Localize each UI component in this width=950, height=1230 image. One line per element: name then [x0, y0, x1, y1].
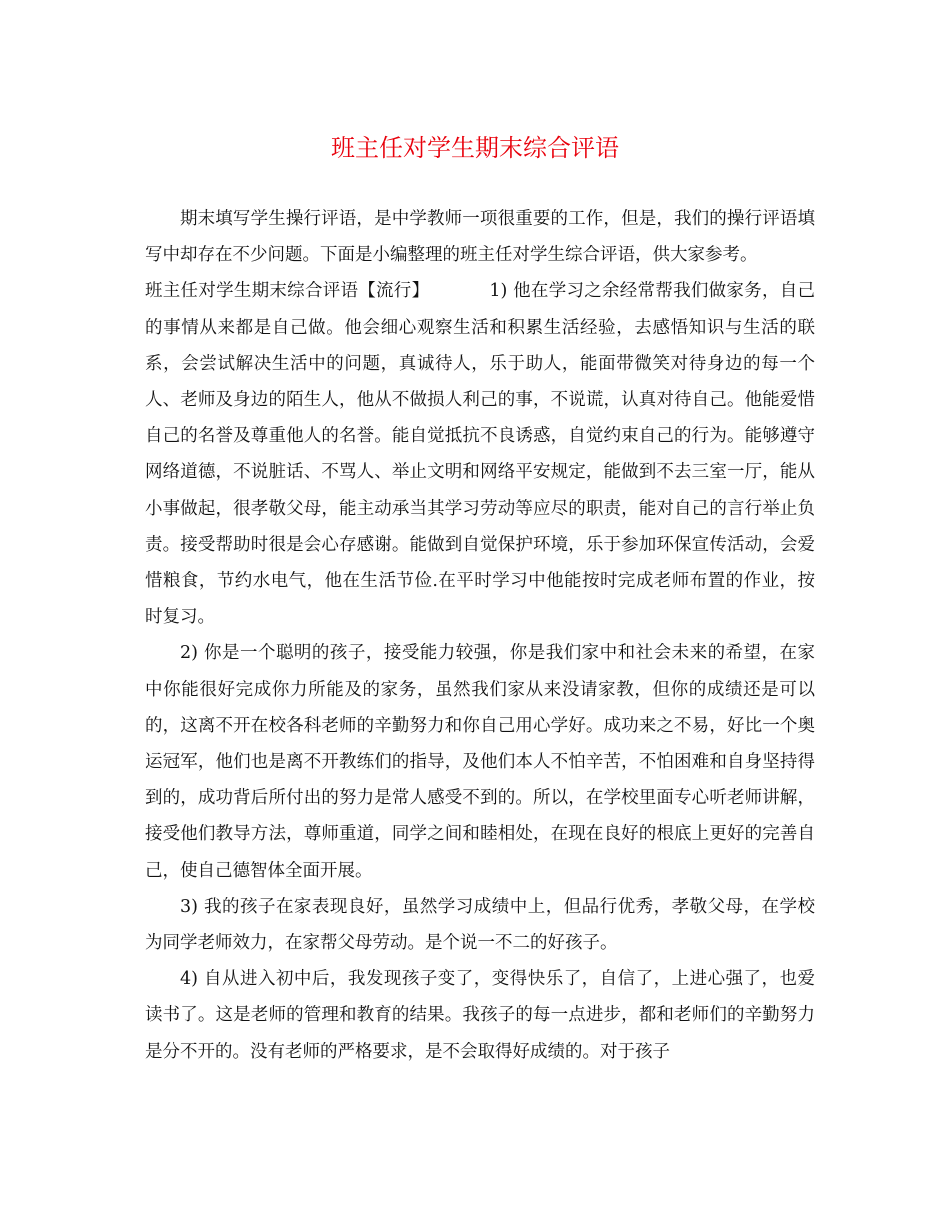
- document-body: [145, 201, 815, 1070]
- page-title: 班主任对学生期末综合评语: [331, 134, 619, 162]
- intro-paragraph: 期末填写学生操行评语，是中学教师一项很重要的工作，但是，我们的操行评语填写中却存在不少问题。下面是小编整理的班主任对学生综合评语，供大家参考。: [145, 209, 815, 266]
- item-2-paragraph: 2) 你是一个聪明的孩子，接受能力较强，你是我们家中和社会未来的希望，在家中你能很好完成你力所能及的家务，虽然我们家从来没请家教，但你的成绩还是可以的，这离不开在校各科老师的辛勤努力和你自己用心学好。成功来之不易，好比一个奥运冠军，他们也是离不开教练们的指导，及他们本人不怕辛苦，不怕困难和自身坚持得到的，成功背后所付出的努力是常人感受不到的。所以，在学校里面专心听老师讲解，接受他们教导方法，尊师重道，同学之间和睦相处，在现在良好的根底上更好的完善自己，使自己德智体全面开展。: [145, 643, 815, 881]
- item-4-paragraph: 4) 自从进入初中后，我发现孩子变了，变得快乐了，自信了，上进心强了，也爱读书了。这是老师的管理和教育的结果。我孩子的每一点进步，都和老师们的辛勤努力是分不开的。没有老师的严格要求，是不会取得好成绩的。对于孩子: [145, 969, 815, 1062]
- section-heading: 班主任对学生期末综合评语【流行】: [145, 281, 430, 302]
- item-1-text: 1) 他在学习之余经常帮我们做家务，自己的事情从来都是自己做。他会细心观察生活和积累生活经验，去感悟知识与生活的联系，会尝试解决生活中的问题，真诚待人，乐于助人，能面带微笑对待身边的每一个人、老师及身边的陌生人，他从不做损人利己的事，不说谎，认真对待自己。他能爱惜自己的名誉及尊重他人的名誉。能自觉抵抗不良诱惑，自觉约束自己的行为。能够遵守网络道德，不说脏话、不骂人、举止文明和网络平安规定，能做到不去三室一厅，能从小事做起，很孝敬父母，能主动承当其学习劳动等应尽的职责，能对自己的言行举止负责。接受帮助时很是会心存感谢。能做到自觉保护环境，乐于参加环保宣传活动，会爱惜粮食，节约水电气，他在生活节俭.在平时学习中他能按时完成老师布置的作业，按时复习。: [145, 281, 816, 628]
- section-paragraph-1: [145, 273, 815, 635]
- item-3-paragraph: 3) 我的孩子在家表现良好，虽然学习成绩中上，但品行优秀，孝敬父母，在学校为同学老师效力，在家帮父母劳动。是个说一不二的好孩子。: [145, 896, 815, 954]
